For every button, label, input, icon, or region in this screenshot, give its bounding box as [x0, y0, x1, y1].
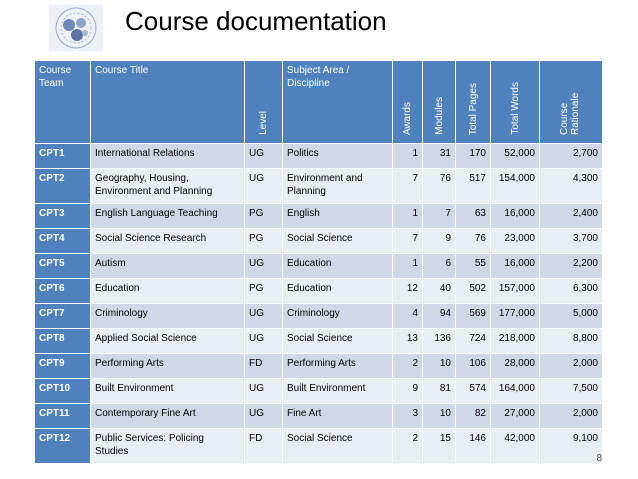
cell-total-words: 23,000 [491, 229, 540, 254]
cell-course-team: CPT3 [35, 204, 91, 229]
cell-awards: 2 [393, 429, 423, 464]
cell-awards: 12 [393, 279, 423, 304]
cell-modules: 9 [423, 229, 456, 254]
table-row [35, 329, 603, 354]
cell-level: UG [245, 404, 283, 429]
cell-awards: 7 [393, 229, 423, 254]
cell-subject-area: Environment and Planning [283, 169, 393, 204]
cell-subject-area: Education [283, 254, 393, 279]
cell-total-pages: 574 [456, 379, 491, 404]
cell-level: PG [245, 279, 283, 304]
cell-course-title: Geography, Housing, Environment and Planning [91, 169, 245, 204]
cell-course-team: CPT7 [35, 304, 91, 329]
cell-awards: 9 [393, 379, 423, 404]
cell-total-words: 177,000 [491, 304, 540, 329]
cell-total-words: 16,000 [491, 204, 540, 229]
table-row [35, 254, 603, 279]
cell-level: FD [245, 354, 283, 379]
cell-course-team: CPT9 [35, 354, 91, 379]
cell-modules: 76 [423, 169, 456, 204]
cell-subject-area: Education [283, 279, 393, 304]
university-seal-icon [49, 5, 103, 51]
cell-total-pages: 82 [456, 404, 491, 429]
cell-total-pages: 106 [456, 354, 491, 379]
cell-total-pages: 76 [456, 229, 491, 254]
cell-subject-area: Built Environment [283, 379, 393, 404]
table-row [35, 354, 603, 379]
cell-course-team: CPT4 [35, 229, 91, 254]
cell-course-team: CPT1 [35, 144, 91, 169]
cell-awards: 1 [393, 254, 423, 279]
cell-course-team: CPT2 [35, 169, 91, 204]
cell-course-title: Social Science Research [91, 229, 245, 254]
cell-level: UG [245, 254, 283, 279]
cell-course-title: Public Services: Policing Studies [91, 429, 245, 464]
cell-modules: 31 [423, 144, 456, 169]
cell-course-rationale: 3,700 [540, 229, 603, 254]
cell-modules: 94 [423, 304, 456, 329]
table-row [35, 169, 603, 204]
table-row [35, 144, 603, 169]
cell-total-words: 42,000 [491, 429, 540, 464]
cell-course-rationale: 2,400 [540, 204, 603, 229]
cell-awards: 3 [393, 404, 423, 429]
cell-subject-area: Politics [283, 144, 393, 169]
cell-total-words: 16,000 [491, 254, 540, 279]
cell-course-rationale: 9,100 [540, 429, 603, 464]
col-header-level: Level [245, 61, 283, 144]
cell-modules: 7 [423, 204, 456, 229]
cell-awards: 4 [393, 304, 423, 329]
cell-total-pages: 146 [456, 429, 491, 464]
course-table [34, 60, 603, 464]
page-title: Course documentation [125, 6, 387, 36]
col-header-subject-area: Subject Area / Discipline [283, 61, 393, 144]
cell-course-rationale: 7,500 [540, 379, 603, 404]
cell-course-rationale: 2,000 [540, 404, 603, 429]
col-header-modules: Modules [423, 61, 456, 144]
cell-awards: 7 [393, 169, 423, 204]
cell-course-title: Education [91, 279, 245, 304]
cell-course-title: Criminology [91, 304, 245, 329]
cell-level: UG [245, 329, 283, 354]
cell-total-words: 218,000 [491, 329, 540, 354]
cell-total-words: 154,000 [491, 169, 540, 204]
cell-awards: 2 [393, 354, 423, 379]
col-header-course-title: Course Title [91, 61, 245, 144]
cell-modules: 10 [423, 404, 456, 429]
cell-modules: 15 [423, 429, 456, 464]
table-row [35, 279, 603, 304]
cell-total-pages: 569 [456, 304, 491, 329]
col-header-total-pages: Total Pages [456, 61, 491, 144]
cell-level: PG [245, 229, 283, 254]
cell-course-title: Performing Arts [91, 354, 245, 379]
table-row [35, 229, 603, 254]
cell-modules: 6 [423, 254, 456, 279]
cell-course-rationale: 2,700 [540, 144, 603, 169]
cell-level: UG [245, 379, 283, 404]
col-header-awards: Awards [393, 61, 423, 144]
cell-course-title: Contemporary Fine Art [91, 404, 245, 429]
cell-course-title: English Language Teaching [91, 204, 245, 229]
cell-total-pages: 724 [456, 329, 491, 354]
cell-subject-area: Criminology [283, 304, 393, 329]
cell-total-pages: 502 [456, 279, 491, 304]
cell-course-rationale: 2,200 [540, 254, 603, 279]
cell-subject-area: Fine Art [283, 404, 393, 429]
cell-modules: 136 [423, 329, 456, 354]
cell-level: PG [245, 204, 283, 229]
cell-total-words: 164,000 [491, 379, 540, 404]
cell-course-rationale: 4,300 [540, 169, 603, 204]
cell-course-team: CPT12 [35, 429, 91, 464]
col-header-course-team: Course Team [35, 61, 91, 144]
cell-course-team: CPT5 [35, 254, 91, 279]
cell-modules: 40 [423, 279, 456, 304]
cell-modules: 10 [423, 354, 456, 379]
cell-total-words: 157,000 [491, 279, 540, 304]
cell-level: UG [245, 304, 283, 329]
table-row [35, 304, 603, 329]
cell-awards: 1 [393, 204, 423, 229]
cell-course-team: CPT8 [35, 329, 91, 354]
table-row [35, 404, 603, 429]
cell-total-pages: 55 [456, 254, 491, 279]
cell-total-pages: 517 [456, 169, 491, 204]
table-row [35, 204, 603, 229]
cell-subject-area: Social Science [283, 429, 393, 464]
cell-course-title: Autism [91, 254, 245, 279]
table-header-row [35, 61, 603, 144]
cell-awards: 1 [393, 144, 423, 169]
table-row [35, 429, 603, 464]
cell-total-words: 27,000 [491, 404, 540, 429]
cell-course-rationale: 5,000 [540, 304, 603, 329]
cell-modules: 81 [423, 379, 456, 404]
cell-course-team: CPT6 [35, 279, 91, 304]
table-row [35, 379, 603, 404]
cell-course-team: CPT11 [35, 404, 91, 429]
cell-awards: 13 [393, 329, 423, 354]
cell-level: UG [245, 144, 283, 169]
cell-course-team: CPT10 [35, 379, 91, 404]
cell-total-words: 52,000 [491, 144, 540, 169]
cell-total-pages: 170 [456, 144, 491, 169]
cell-course-rationale: 2,000 [540, 354, 603, 379]
cell-subject-area: Performing Arts [283, 354, 393, 379]
cell-course-title: International Relations [91, 144, 245, 169]
col-header-total-words: Total Words [491, 61, 540, 144]
cell-level: UG [245, 169, 283, 204]
col-header-course-rationale: Course Rationale [540, 61, 603, 144]
cell-course-rationale: 6,300 [540, 279, 603, 304]
cell-course-title: Built Environment [91, 379, 245, 404]
cell-subject-area: English [283, 204, 393, 229]
page-number: 8 [596, 453, 602, 464]
cell-total-words: 28,000 [491, 354, 540, 379]
cell-subject-area: Social Science [283, 329, 393, 354]
cell-course-rationale: 8,800 [540, 329, 603, 354]
cell-course-title: Applied Social Science [91, 329, 245, 354]
cell-total-pages: 63 [456, 204, 491, 229]
cell-level: FD [245, 429, 283, 464]
cell-subject-area: Social Science [283, 229, 393, 254]
